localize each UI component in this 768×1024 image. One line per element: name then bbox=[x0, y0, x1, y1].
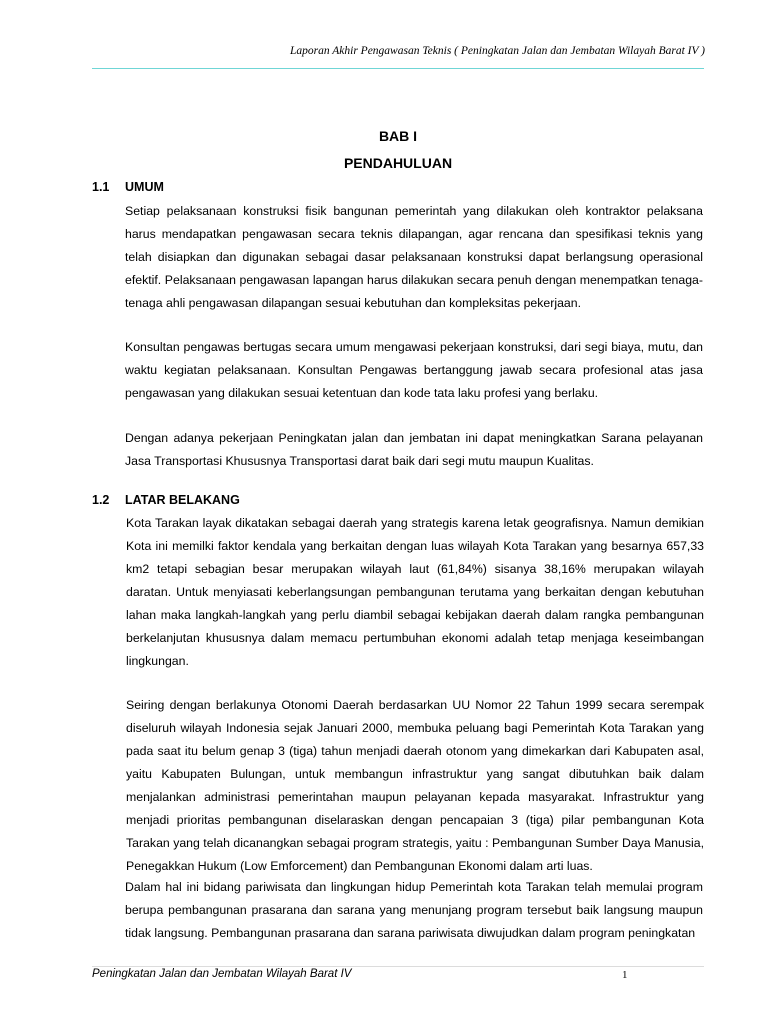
header-rule bbox=[92, 68, 704, 69]
section-title: UMUM bbox=[125, 180, 164, 194]
section-title: LATAR BELAKANG bbox=[125, 493, 240, 507]
chapter-title: PENDAHULUAN bbox=[343, 155, 453, 171]
section-number: 1.1 bbox=[92, 180, 110, 194]
page-number: 1 bbox=[622, 969, 628, 981]
paragraph: Konsultan pengawas bertugas secara umum mengawasi pekerjaan konstruksi, dari segi biaya, mutu, dan waktu kegiatan pelaksanaan. Konsultan Pengawas bertanggung jawab secara profesional atas jasa pengawasan yang dilakukan sesuai ketentuan dan kode tata laku profesi yang berlaku. bbox=[125, 340, 703, 400]
paragraph: Setiap pelaksanaan konstruksi fisik bangunan pemerintah yang dilakukan oleh kontraktor pelaksana harus mendapatkan pengawasan secara teknis dilapangan, agar rencana dan spesifikasi teknis yang telah disiapkan dan digunakan sebagai dasar pelaksanaan konstruksi dapat berlangsung operasional efektif. Pelaksanaan pengawasan lapangan harus dilakukan secara penuh dengan menempatkan tenaga-tenaga ahli pengawasan dilapangan sesuai kebutuhan dan kompleksitas pekerjaan. bbox=[125, 204, 703, 310]
section-heading-umum bbox=[92, 180, 164, 194]
paragraph: Dengan adanya pekerjaan Peningkatan jalan dan jembatan ini dapat meningkatkan Sarana pelayanan Jasa Transportasi Khususnya Transportasi darat baik dari segi mutu maupun Kualitas. bbox=[125, 431, 703, 468]
paragraph: Kota Tarakan layak dikatakan sebagai daerah yang strategis karena letak geografisnya. Namun demikian Kota ini memilki faktor kendala yang berkaitan dengan luas wilayah Kota Tarakan yang besarnya 657,33 km2 tetapi sebagian besar merupakan wilayah laut (61,84%) sisanya 38,16% merupakan wilayah daratan. Untuk menyiasati keberlangsungan pembangunan terutama yang berkaitan dengan kebutuhan lahan maka langkah-langkah yang perlu diambil sebagai kebijakan daerah dalam rangka pembangunan berkelanjutan khususnya dalam memacu pertumbuhan ekonomi adalah tetap menjaga keseimbangan lingkungan. bbox=[126, 516, 704, 668]
paragraph: Dalam hal ini bidang pariwisata dan lingkungan hidup Pemerintah kota Tarakan telah memulai program berupa pembangunan prasarana dan sarana yang menunjang program tersebut baik langsung maupun tidak langsung. Pembangunan prasarana dan sarana pariwisata diwujudkan dalam program peningkatan bbox=[125, 880, 703, 940]
paragraph: Seiring dengan berlakunya Otonomi Daerah berdasarkan UU Nomor 22 Tahun 1999 secara serempak diseluruh wilayah Indonesia sejak Januari 2000, membuka peluang bagi Pemerintah Kota Tarakan yang pada saat itu belum genap 3 (tiga) tahun menjadi daerah otonom yang dimekarkan dari Kabupaten asal, yaitu Kabupaten Bulungan, untuk membangun infrastruktur yang sangat dibutuhkan baik dalam menjalankan administrasi pemerintahan maupun pelayanan kepada masyarakat. Infrastruktur yang menjadi prioritas pembangunan diselaraskan dengan pencapaian 3 (tiga) pilar pembangunan Kota Tarakan yang telah dicanangkan sebagai program strategis, yaitu : Pembangunan Sumber Daya Manusia, Penegakkan Hukum (Low Emforcement) dan Pembangunan Ekonomi dalam arti luas. bbox=[126, 698, 704, 873]
section-number: 1.2 bbox=[92, 493, 110, 507]
running-footer: Peningkatan Jalan dan Jembatan Wilayah Barat IV bbox=[92, 968, 352, 980]
footer-rule bbox=[92, 966, 704, 967]
running-header: Laporan Akhir Pengawasan Teknis ( Peningkatan Jalan dan Jembatan Wilayah Barat IV ) bbox=[289, 45, 705, 57]
section-heading-latar-belakang bbox=[92, 493, 240, 507]
chapter-number: BAB I bbox=[378, 128, 418, 144]
